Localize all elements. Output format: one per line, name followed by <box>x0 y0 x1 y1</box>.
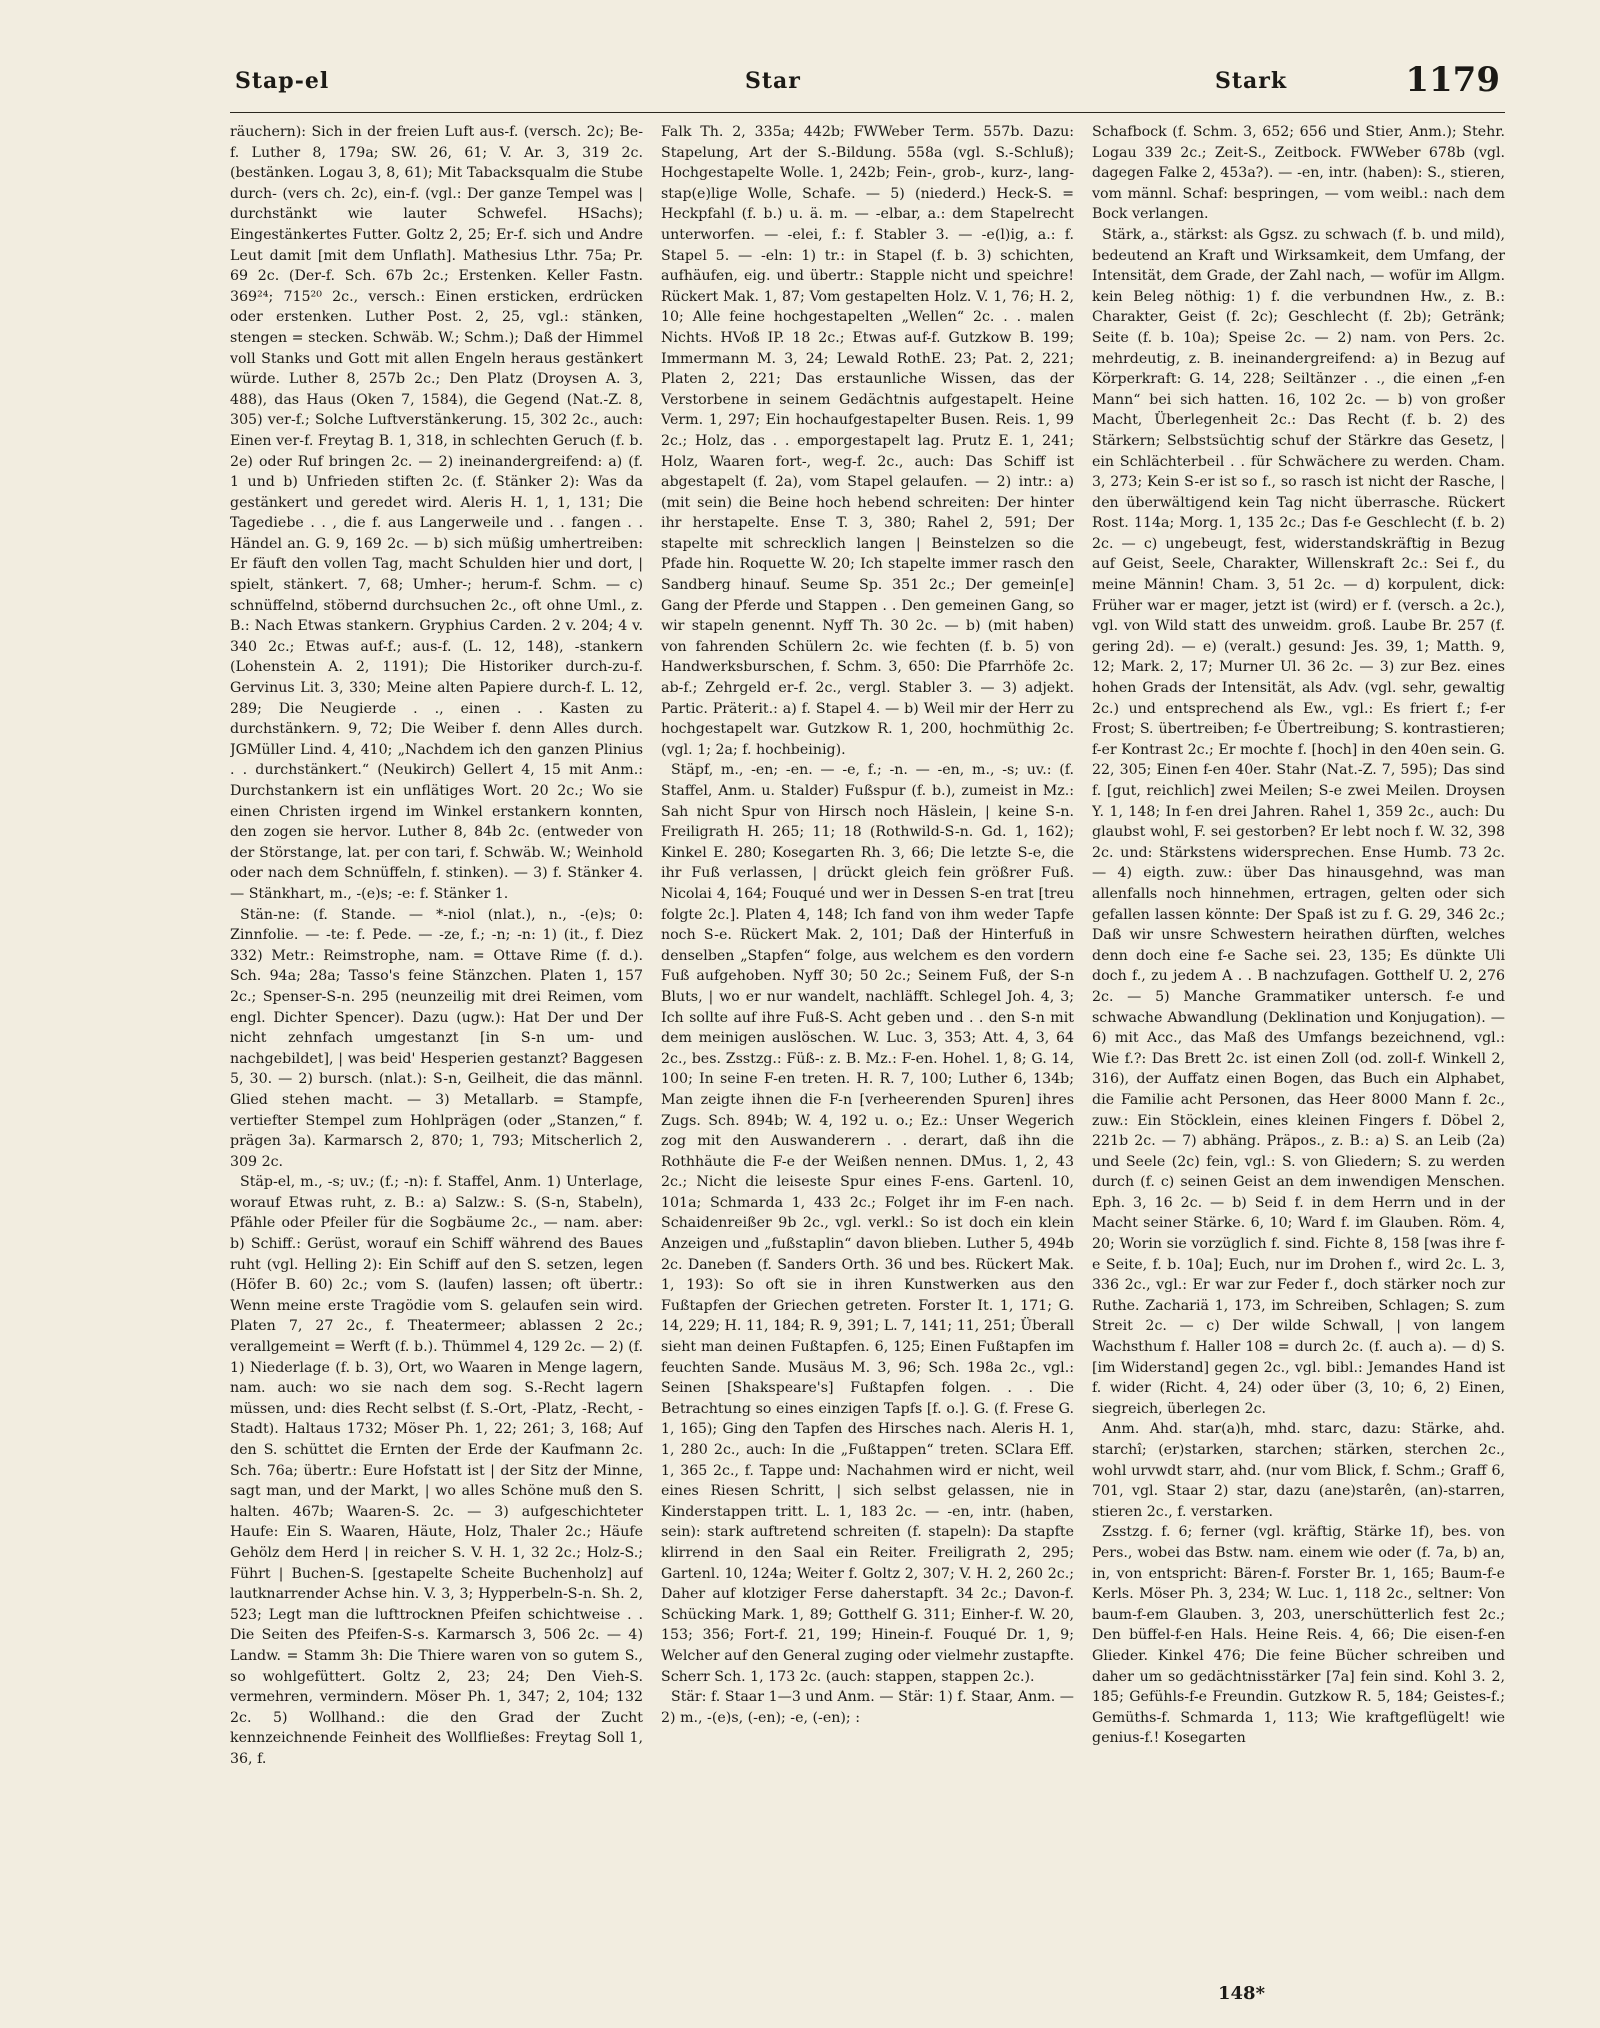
header-right-catchword: Stark <box>1215 68 1288 94</box>
header-center-catchword: Star <box>745 68 801 94</box>
page-footer <box>0 1983 1600 2013</box>
entry-paragraph: Anm. Ahd. star(a)h, mhd. starc, dazu: Stärke, ahd. starchî; (er)starken, starchen; stärken, sterchen 2c., wohl urvwdt starr, ahd. (nur vom Blick, f. Schm.; Graff 6, 701, vgl. Staar 2) star, dazu (ane)starên, (an)-starren, stieren 2c., f. verstarken. <box>1092 1421 1505 1520</box>
header-rule <box>230 112 1505 113</box>
dictionary-columns <box>230 122 1505 1972</box>
entry-paragraph: Zsstzg. f. 6; ferner (vgl. kräftig, Stärke 1f), bes. von Pers., wobei das Bstw. nam. einem wie oder (f. 7a, b) an, in, von entspricht: Bären-f. Forster Br. 1, 165; Baum-f-e Kerls. Möser Ph. 3, 234; W. Luc. 1, 118 2c., seltner: Von baum-f-em Glauben. 3, 203, unerschütterlich fest 2c.; Den büffel-f-en Hals. Heine Reis. 4, 66; Die eisen-f-en Glieder. Kinkel 476; Die feine Bücher schreiben und daher um so gedächtnisstärker [7a] fein sind. Kohl 3. 2, 185; Gefühls-f-e Freundin. Gutzkow R. 5, 184; Geistes-f.; Gemüths-f. Schmarda 1, 113; Wie kraftgeflügelt! wie genius-f.! Kosegarten <box>1092 1524 1505 1747</box>
entry-paragraph: Stär: f. Staar 1—3 und Anm. — Stär: 1) f. Staar, Anm. — 2) m., -(e)s, (-en); -e, (-en); : <box>661 1689 1074 1726</box>
entry-paragraph: Falk Th. 2, 335a; 442b; FWWeber Term. 557b. Dazu: Stapelung, Art der S.-Bildung. 558a (vgl. S.-Schluß); Hochgestapelte Wolle. 1, 242b; Fein-, grob-, kurz-, lang-stap(e)lige Wolle, Schafe. — 5) (niederd.) Heck-S. = Heckpfahl (f. b.) u. ä. m. — -elbar, a.: dem Stapelrecht unterworfen. — -elei, f.: f. Stabler 3. — -e(l)ig, a.: f. Stapel 5. — -eln: 1) tr.: in Stapel (f. b. 3) schichten, aufhäufen, eig. und übertr.: Stapple nicht und speichre! Rückert Mak. 1, 87; Vom gestapelten Holz. V. 1, 76; H. 2, 10; Alle feine hochgestapelten „Wellen“ 2c. . . malen Nichts. HVoß IP. 18 2c.; Etwas auf-f. Gutzkow B. 199; Immermann M. 3, 24; Lewald RothE. 23; Pat. 2, 221; Platen 2, 221; Das erstaunliche Wissen, das der Verstorbene in seinem Gedächtnis aufgestapelt. Heine Verm. 1, 297; Ein hochaufgestapelter Busen. Reis. 1, 99 2c.; Holz, das . . emporgestapelt lag. Prutz E. 1, 241; Holz, Waaren fort-, weg-f. 2c., auch: Das Schiff ist abgestapelt (f. 2a), vom Stapel gelaufen. — 2) intr.: a) (mit sein) die Beine hoch hebend schreiten: Der hinter ihr herstapelte. Ense T. 3, 380; Rahel 2, 591; Der stapelte mit schrecklich langen | Beinstelzen so die Pfade hin. Roquette W. 20; Ich stapelte immer rasch den Sandberg hinauf. Seume Sp. 351 2c.; Der gemein[e] Gang der Pferde und Stappen . . Den gemeinen Gang, so wir stapeln genennt. Nyff Th. 30 2c. — b) (mit haben) von fahrenden Schülern 2c. wie fechten (f. b. 5) von Handwerksburschen, f. Schm. 3, 650: Die Pfarrhöfe 2c. ab-f.; Zehrgeld er-f. 2c., vergl. Stabler 3. — 3) adjekt. Partic. Präterit.: a) f. Stapel 4. — b) Weil mir der Herr zu hochgestapelt war. Gutzkow R. 1, 200, hochmüthig 2c. (vgl. 1; 2a; f. hochbeinig). <box>661 124 1074 758</box>
entry-paragraph: Stän-ne: (f. Stande. — *-niol (nlat.), n., -(e)s; 0: Zinnfolie. — -te: f. Pede. — -ze, f.; -n; -n: 1) (it., f. Diez 332) Metr.: Reimstrophe, nam. = Ottave Rime (f. d.). Sch. 94a; 28a; Tasso's feine Stänzchen. Platen 1, 157 2c.; Spenser-S-n. 295 (neunzeilig mit drei Reimen, vom engl. Dichter Spencer). Dazu (ugw.): Hat Der und Der nicht zehnfach umgestanzt [in S-n um- und nachgebildet], | was beid' Hesperien gestanzt? Baggesen 5, 30. — 2) bursch. (nlat.): S-n, Geilheit, die das männl. Glied stehen macht. — 3) Metallarb. = Stampfe, vertiefter Stempel zum Hohlprägen (oder „Stanzen,“ f. prägen 3a). Karmarsch 2, 870; 1, 793; Mitscherlich 2, 309 2c. <box>230 906 643 1170</box>
column-3 <box>1092 122 1505 1972</box>
entry-paragraph: räuchern): Sich in der freien Luft aus-f. (versch. 2c); Be-f. Luther 8, 179a; SW. 26, 61; V. Ar. 3, 319 2c. (bestänken. Logau 3, 8, 61); Mit Tabacksqualm die Stube durch- (vers ch. 2c), ein-f. (vgl.: Der ganze Tempel was | durchstänkt wie lauter Schwefel. HSachs); Eingestänkertes Futter. Goltz 2, 25; Er-f. sich und Andre Leut damit [mit dem Unflath]. Mathesius Lthr. 75a; Pr. 69 2c. (Der-f. Sch. 67b 2c.; Erstenken. Keller Fastn. 369²⁴; 715²⁰ 2c., versch.: Einen ersticken, erdrücken oder erstenken. Luther Post. 2, 25, vgl.: stänken, stengen = stecken. Schwäb. W.; Schm.); Daß der Himmel voll Stanks und Gott mit allen Engeln heraus gestänkert würde. Luther 8, 257b 2c.; Den Platz (Droysen A. 3, 488), das Haus (Oken 7, 1584), die Gegend (Nat.-Z. 8, 305) ver-f.; Solche Luftverstänkerung. 15, 302 2c., auch: Einen ver-f. Freytag B. 1, 318, in schlechten Geruch (f. b. 2e) oder Ruf bringen 2c. — 2) ineinandergreifend: a) (f. 1 und b) Unfrieden stiften 2c. (f. Stänker 2): Was da gestänkert und geredet wird. Aleris H. 1, 1, 131; Die Tagediebe . . , die f. aus Langerweile und . . fangen . . Händel an. G. 9, 169 2c. — b) sich müßig umhertreiben: Er fäuft den vollen Tag, macht Schulden hier und dort, | spielt, stänkert. 7, 68; Umher-; herum-f. Schm. — c) schnüffelnd, stöbernd durchsuchen 2c., oft ohne Uml., z. B.: Nach Etwas stankern. Gryphius Carden. 2 v. 204; 4 v. 340 2c.; Etwas auf-f.; aus-f. (L. 12, 148), -stankern (Lohenstein A. 2, 1191); Die Historiker durch-zu-f. Gervinus Lit. 3, 330; Meine alten Papiere durch-f. L. 12, 289; Die Neugierde . ., einen . . Kasten zu durchstänkern. 9, 72; Die Weiber f. denn Alles durch. JGMüller Lind. 4, 410; „Nachdem ich den ganzen Plinius . . durchstänkert.“ (Neukirch) Gellert 4, 15 mit Anm.: Durchstankern ist ein unflätiges Wort. 20 2c.; Wo sie einen Christen irgend im Winkel erstankern konnten, den zogen sie hervor. Luther 8, 84b 2c. (entweder von der Störstange, lat. per con tari, f. Schwäb. W.; Weinhold oder nach dem Schnüffeln, f. stinken). — 3) f. Stänker 4. — Stänkhart, m., -(e)s; -e: f. Stänker 1. <box>230 124 643 902</box>
entry-paragraph: Stäp-el, m., -s; uv.; (f.; -n): f. Staffel, Anm. 1) Unterlage, worauf Etwas ruht, z. B.: a) Salzw.: S. (S-n, Stabeln), Pfähle oder Pfeiler für die Sogbäume 2c., — nam. aber: b) Schiff.: Gerüst, worauf ein Schiff während des Baues ruht (vgl. Helling 2): Ein Schiff auf den S. setzen, legen (Höfer B. 60) 2c.; vom S. (laufen) lassen; oft übertr.: Wenn meine erste Tragödie vom S. gelaufen sein wird. Platen 7, 27 2c., f. Theatermeer; ablassen 2 2c.; verallgemeint = Werft (f. b.). Thümmel 4, 129 2c. — 2) (f. 1) Niederlage (f. b. 3), Ort, wo Waaren in Menge lagern, nam. auch: wo sie nach dem sog. S.-Recht lagern müssen, und: dies Recht selbst (f. S.-Ort, -Platz, -Recht, -Stadt). Haltaus 1732; Möser Ph. 1, 22; 261; 3, 168; Auf den S. schüttet die Ernten der Erde der Kaufmann 2c. Sch. 76a; übertr.: Eure Hofstatt ist | der Sitz der Minne, sagt man, und der Markt, | wo alles Schöne muß den S. halten. 467b; Waaren-S. 2c. — 3) aufgeschichteter Haufe: Ein S. Waaren, Häute, Holz, Thaler 2c.; Häufe Gehölz dem Herd | in reicher S. V. H. 1, 32 2c.; Holz-S.; Führt | Buchen-S. [gestapelte Scheite Buchenholz] auf lautknarrender Achse hin. V. 3, 3; Hypperbeln-S-n. Sh. 2, 523; Legt man die lufttrocknen Pfeifen schichtweise . . Die Seiten des Pfeifen-S-s. Karmarsch 3, 506 2c. — 4) Landw. = Stamm 3h: Die Thiere waren von so gutem S., so wohlgefüttert. Goltz 2, 23; 24; Den Vieh-S. vermehren, vermindern. Möser Ph. 1, 347; 2, 104; 132 2c. 5) Wollhand.: die den Grad der Zucht kennzeichnende Feinheit des Wollfließes: Freytag Soll 1, 36, f. <box>230 1174 643 1767</box>
entry-paragraph: Stäpf, m., -en; -en. — -e, f.; -n. — -en, m., -s; uv.: (f. Staffel, Anm. u. Stalder) Fußspur (f. b.), zumeist in Mz.: Sah nicht Spur von Hirsch noch Häslein, | keine S-n. Freiligrath H. 265; 11; 18 (Rothwild-S-n. Gd. 1, 162); Kinkel E. 280; Kosegarten Rh. 3, 66; Die letzte S-e, die ihr Fuß verlassen, | drückt gleich fein größrer Fuß. Nicolai 4, 164; Fouqué und wer in Dessen S-en trat [treu folgte 2c.]. Platen 4, 148; Ich fand von ihm weder Tapfe noch S-e. Rückert Mak. 2, 101; Daß der Hinterfuß in denselben „Stapfen“ folge, aus welchem es den vordern Fuß aufgehoben. Nyff 30; 50 2c.; Seinem Fuß, der S-n Bluts, | wo er nur wandelt, nachläfft. Schlegel Joh. 4, 3; Ich sollte auf ihre Fuß-S. Acht geben und . . den S-n mit dem meinigen auslöschen. W. Luc. 3, 353; Att. 4, 3, 64 2c., bes. Zsstzg.: Füß-: z. B. Mz.: F-en. Hohel. 1, 8; G. 14, 100; In seine F-en treten. H. R. 7, 100; Luther 6, 134b; Man zeigte ihnen die F-n [verheerenden Spuren] ihres Zugs. Sch. 894b; W. 4, 192 u. o.; Ez.: Unser Wegerich zog mit den Auswanderern . . derart, daß ihn die Rothhäute die F-e der Weißen nennen. DMus. 1, 2, 43 2c.; Nicht die leiseste Spur eines F-ens. Gartenl. 10, 101a; Schmarda 1, 433 2c.; Folget ihr im F-en nach. Schaidenreißer 9b 2c., vgl. verkl.: So ist doch ein klein Anzeigen und „fußstaplin“ davon blieben. Luther 5, 494b 2c. Daneben (f. Sanders Orth. 36 und bes. Rückert Mak. 1, 193): So oft sie in ihren Kunstwerken aus den Fußtapfen der Griechen getreten. Forster It. 1, 171; G. 14, 229; H. 11, 184; R. 9, 391; L. 7, 141; 11, 251; Überall sieht man deinen Fußtapfen. 6, 125; Einen Fußtapfen im feuchten Sande. Musäus M. 3, 96; Sch. 198a 2c., vgl.: Seinen [Shakspeare's] Fußtapfen folgen. . . Die Betrachtung so eines einzigen Tapfs [f. o.]. G. (f. Frese G. 1, 165); Ging den Tapfen des Hirsches nach. Aleris H. 1, 1, 280 2c., auch: In die „Fußtappen“ treten. SClara Eff. 1, 365 2c., f. Tappe und: Nachahmen wird er nicht, weil eines Riesen Schritt, | sich selbst gelassen, nie in Kinderstappen tritt. L. 1, 183 2c. — -en, intr. (haben, sein): stark auftretend schreiten (f. stapeln): Da stapfte klirrend in den Saal ein Reiter. Freiligrath 2, 295; Gartenl. 10, 124a; Weiter f. Goltz 2, 307; V. H. 2, 260 2c.; Daher auf klotziger Ferse daherstapft. 34 2c.; Davon-f. Schücking Mark. 1, 89; Gotthelf G. 311; Einher-f. W. 20, 153; 356; Fort-f. 21, 199; Hinein-f. Fouqué Dr. 1, 9; Welcher auf den General zuging oder vielmehr zustapfte. Scherr Sch. 1, 173 2c. (auch: stappen, stappen 2c.). <box>661 762 1074 1685</box>
page-number: 1179 <box>1405 60 1500 100</box>
column-2 <box>661 122 1074 1972</box>
header-left-catchword: Stap-el <box>235 68 330 94</box>
column-1 <box>230 122 643 1972</box>
signature-mark: 148* <box>1218 1983 1265 2004</box>
entry-paragraph: Stärk, a., stärkst: als Ggsz. zu schwach (f. b. und mild), bedeutend an Kraft und Wirksamkeit, dem Umfang, der Intensität, dem Grade, der Zahl nach, — wofür im Allgm. kein Beleg nöthig: 1) f. die verbundnen Hw., z. B.: Charakter, Geist (f. 2c); Geschlecht (f. 2b); Getränk; Seite (f. b. 10a); Speise 2c. — 2) nam. von Pers. 2c. mehrdeutig, z. B. ineinandergreifend: a) in Bezug auf Körperkraft: G. 14, 228; Seiltänzer . ., die einen „f-en Mann“ bei sich hatten. 16, 102 2c. — b) von großer Macht, Überlegenheit 2c.: Das Recht (f. b. 2) des Stärkern; Selbstsüchtig schuf der Stärkre das Gesetz, | ein Schlächterbeil . . für Schwächere zu werden. Cham. 3, 273; Kein S-er ist so f., so rasch ist nicht der Rasche, | den überwältigend kein Tag nicht überrasche. Rückert Rost. 114a; Morg. 1, 135 2c.; Das f-e Geschlecht (f. b. 2) 2c. — c) ungebeugt, fest, widerstandskräftig in Bezug auf Geist, Seele, Charakter, Willenskraft 2c.: Sei f., du meine Männin! Cham. 3, 51 2c. — d) korpulent, dick: Früher war er mager, jetzt ist (wird) er f. (versch. a 2c.), vgl. von Wild statt des unweidm. groß. Laube Br. 257 (f. gering 2d). — e) (veralt.) gesund: Jes. 39, 1; Matth. 9, 12; Mark. 2, 17; Murner Ul. 36 2c. — 3) zur Bez. eines hohen Grads der Intensität, als Adv. (vgl. sehr, gewaltig 2c.) und entsprechend als Ew., vgl.: Es friert f.; f-er Frost; S. übertreiben; f-e Übertreibung; S. kontrastieren; f-er Kontrast 2c.; Er mochte f. [hoch] in den 40en sein. G. 22, 305; Einen f-en 40er. Stahr (Nat.-Z. 7, 595); Das sind f. [gut, reichlich] zwei Meilen; S-e zwei Meilen. Droysen Y. 1, 148; In f-en drei Jahren. Rahel 1, 359 2c., auch: Du glaubst wohl, F. sei gestorben? Er lebt noch f. W. 32, 398 2c. und: Stärkstens widersprechen. Ense Humb. 73 2c. — 4) eigth. zuw.: über Das hinausgehnd, was man allenfalls noch hinnehmen, ertragen, gelten oder sich gefallen lassen könnte: Der Spaß ist zu f. G. 29, 346 2c.; Daß wir unsre Schwestern heirathen dürften, welches denn doch eine f-e Sache sei. 23, 135; Es dünkte Uli doch f., zu jedem A . . B nachzufagen. Gotthelf U. 2, 276 2c. — 5) Manche Grammatiker untersch. f-e und schwache Abwandlung (Deklination und Konjugation). — 6) mit Acc., das Maß des Umfangs bezeichnend, vgl.: Wie f.?: Das Brett 2c. ist einen Zoll (od. zoll-f. Winkell 2, 316), der Auffatz einen Bogen, das Buch ein Alphabet, die Familie acht Personen, das Heer 8000 Mann f. 2c., zuw.: Ein Stöcklein, eines kleinen Fingers f. Döbel 2, 221b 2c. — 7) abhäng. Präpos., z. B.: a) S. an Leib (2a) und Seele (2c) fein, vgl.: S. von Gliedern; S. zu werden durch (f. c) seinen Geist an dem inwendigen Menschen. Eph. 3, 16 2c. — b) Seid f. in dem Herrn und in der Macht seiner Stärke. 6, 10; Ward f. im Glauben. Röm. 4, 20; Worin sie vorzüglich f. sind. Fichte 8, 158 [was ihre f-e Seite, f. b. 10a]; Euch, nur im Drohen f., wird 2c. L. 3, 336 2c., vgl.: Er war zur Feder f., doch stärker noch zur Ruthe. Zachariä 1, 173, im Schreiben, Schlagen; S. zum Streit 2c. — c) Der wilde Schwall, | von langem Wachsthum f. Haller 108 = durch 2c. (f. auch a). — d) S. [im Widerstand] gegen 2c., vgl. bibl.: Jemandes Hand ist f. wider (Richt. 4, 24) oder über (3, 10; 6, 2) Einen, siegreich, überlegen 2c. <box>1092 226 1505 1417</box>
page-header <box>0 60 1600 110</box>
entry-paragraph: Schafbock (f. Schm. 3, 652; 656 und Stier, Anm.); Stehr. Logau 339 2c.; Zeit-S., Zeitbock. FWWeber 678b (vgl. dagegen Falke 2, 453a?). — -en, intr. (haben): S., stieren, vom männl. Schaf: bespringen, — vom weibl.: nach dem Bock verlangen. <box>1092 124 1505 223</box>
